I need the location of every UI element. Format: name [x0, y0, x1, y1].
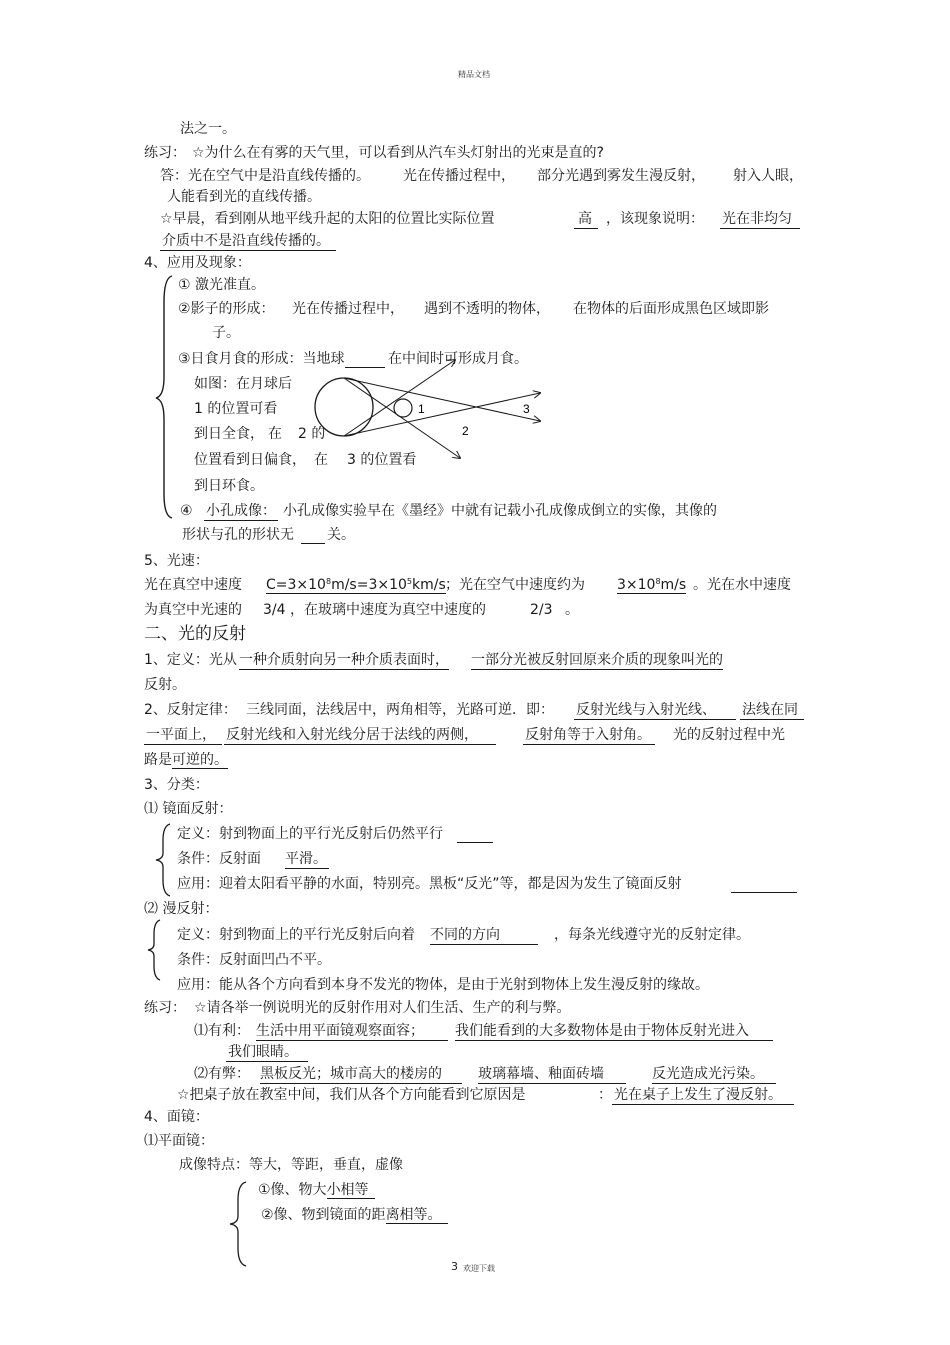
question-line: ，该现象说明：: [606, 211, 704, 227]
imaging-features: 成像特点：等大，等距，垂直，虚像: [179, 1157, 403, 1173]
figure-text: 1 的位置可看: [194, 401, 278, 417]
disadvantage-label: ⑵有弊：: [194, 1066, 250, 1082]
answer-line: 答：光在空气中是沿直线传播的。: [160, 168, 370, 184]
answer-blank: 介质中不是沿直线传播的。: [160, 232, 336, 251]
disadvantage-text: 玻璃幕墙、釉面砖墙: [478, 1065, 626, 1084]
law-line: 2、反射定律：: [144, 702, 237, 718]
definition-line: 反射。: [144, 677, 186, 693]
figure-text: 如图：在月球后: [194, 376, 292, 392]
answer-blank: 高: [574, 210, 598, 229]
mirror-condition-answer: 平滑。: [285, 851, 327, 867]
section-title: 二、光的反射: [144, 624, 246, 644]
label-1: 1: [418, 402, 425, 416]
law-line: 法线在同: [740, 701, 804, 720]
diffuse-definition: 定义：射到物面上的平行光反射后向着: [177, 927, 415, 943]
advantage-text: 生活中用平面镜观察面容；: [256, 1022, 448, 1041]
law-line: 反射光线和入射光线分居于法线的两侧，: [224, 726, 496, 745]
law-line: 路是可逆的。: [144, 752, 228, 768]
mirror-definition: 定义：射到物面上的平行光反射后仍然平行: [177, 826, 443, 842]
plane-mirror-heading: ⑴平面镜：: [144, 1133, 214, 1149]
diffuse-application: 应用：能从各个方向看到本身不发光的物体，是由于光射到物体上发生漫反射的缘故。: [177, 977, 709, 993]
answer-line: 人能看到光的直线传播。: [167, 189, 321, 205]
list-item: ① 激光准直。: [178, 277, 266, 293]
definition-line: 一部分光被反射回原来介质的现象叫光的: [471, 652, 723, 668]
figure-text: 在: [314, 452, 328, 468]
list-item: 关。: [327, 527, 355, 543]
feature-item: ②像、物到镜面的距离相等。: [261, 1206, 448, 1224]
figure-text: 2 的: [298, 426, 326, 442]
exercise-question: ☆请各举一例说明光的反射作用对人们生活、生产的利与弊。: [194, 1000, 571, 1016]
answer-line: 部分光遇到雾发生漫反射，: [537, 168, 705, 184]
desk-question: ☆把桌子放在教室中间，我们从各个方向能看到它原因是: [177, 1087, 526, 1103]
mirror-heading: 4、面镜：: [144, 1109, 209, 1125]
curly-brace: [154, 822, 174, 898]
speed-value: $3\times 10^8m/s$: [617, 577, 687, 593]
section-heading: 5、光速：: [144, 553, 209, 569]
speed-line: 。: [565, 602, 579, 618]
mirror-condition: 条件：反射面: [177, 851, 261, 867]
question-line: ☆早晨，看到刚从地平线升起的太阳的位置比实际位置: [160, 211, 495, 227]
advantage-text: 我们能看到的大多数物体是由于物体反射光进入: [455, 1022, 773, 1041]
figure-text: 在: [268, 426, 282, 442]
speed-line: 为真空中光速的: [144, 602, 242, 618]
list-item: 光在传播过程中，: [292, 301, 404, 317]
speed-value: 2/3: [530, 602, 553, 618]
blank-line: [301, 543, 325, 544]
law-line: 反射角等于入射角。: [523, 726, 655, 745]
desk-answer: 光在桌子上发生了漫反射。: [612, 1086, 794, 1105]
diffuse-reflection-heading: ⑵ 漫反射：: [144, 901, 219, 917]
eclipse-diagram: [300, 355, 560, 465]
disadvantage-text: 黑板反光；城市高大的楼房的: [260, 1065, 462, 1084]
speed-line: 光在真空中速度: [144, 577, 242, 593]
figure-text: 位置看到日偏食，: [194, 452, 306, 468]
figure-text: 3 的位置看: [347, 452, 417, 468]
answer-blank: 光在非均匀: [720, 210, 800, 229]
answer-line: 射入人眼，: [733, 168, 803, 184]
list-item: 子。: [212, 325, 240, 341]
advantage-label: ⑴有利：: [194, 1023, 250, 1039]
curly-brace: [228, 1180, 250, 1268]
blank-line: [457, 842, 493, 843]
figure-text: 到日环食。: [194, 478, 264, 494]
section-heading: 4、应用及现象：: [144, 255, 251, 271]
speed-line: ；光在空气中速度约为: [445, 577, 585, 593]
exercise-label: 练习：: [144, 1000, 186, 1016]
diffuse-condition: 条件：反射面凹凸不平。: [177, 952, 331, 968]
list-item: 在物体的后面形成黑色区域即影: [573, 301, 769, 317]
list-item: 形状与孔的形状无: [182, 527, 294, 543]
label-2: 2: [462, 424, 469, 438]
law-line: 一平面上，: [144, 726, 222, 745]
mirror-application: 应用：迎着太阳看平静的水面，特别亮。黑板“反光”等，都是因为发生了镜面反射: [177, 876, 682, 892]
page-number: 3: [451, 1260, 458, 1273]
disadvantage-text: 反光造成光污染。: [652, 1065, 776, 1084]
list-item: 小孔成像：: [206, 503, 276, 519]
law-line: 反射光线与入射光线、: [574, 701, 736, 720]
speed-value: $C=3\times 10^8m/s=3\times 10^5km/s$: [266, 577, 446, 593]
list-item: 小孔成像实验早在《墨经》中就有记载小孔成像成倒立的实像，其像的: [283, 503, 717, 519]
blank-line: [731, 892, 797, 893]
label-3: 3: [523, 402, 530, 416]
advantage-text: 我们眼睛。: [226, 1043, 308, 1062]
definition-line: 一种介质射向另一种介质表面时，: [239, 652, 449, 668]
sun-circle: [315, 378, 373, 436]
law-line: 光的反射过程中光: [673, 727, 785, 743]
diffuse-definition-answer: 不同的方向: [430, 926, 538, 945]
curly-brace: [146, 918, 164, 982]
page-footer: 欢迎下载: [463, 1264, 495, 1273]
list-item: 遇到不透明的物体，: [424, 301, 550, 317]
speed-value: 3/4: [263, 602, 286, 618]
classification-heading: 3、分类：: [144, 777, 209, 793]
exercise-question: ☆为什么在有雾的天气里，可以看到从汽车头灯射出的光束是直的?: [192, 145, 604, 161]
mirror-reflection-heading: ⑴ 镜面反射：: [144, 801, 233, 817]
exercise-label: 练习：: [144, 145, 186, 161]
list-item: ③日食月食的形成：当地球: [178, 351, 345, 367]
diffuse-definition: ，每条光线遵守光的反射定律。: [554, 927, 750, 943]
page-header: 精品文档: [458, 70, 490, 79]
figure-text: 到日全食，: [194, 426, 264, 442]
desk-question: ：: [598, 1087, 612, 1103]
list-item: ④: [180, 503, 193, 519]
curly-brace: [154, 272, 176, 522]
paragraph-continuation: 法之一。: [180, 121, 236, 137]
list-item: 在中间时可形成月食。: [388, 351, 528, 367]
law-line: 三线同面，法线居中，两角相等，光路可逆．即：: [246, 702, 554, 718]
answer-line: 光在传播过程中，: [403, 168, 515, 184]
list-item: ②影子的形成：: [178, 301, 275, 317]
speed-line: ，在玻璃中速度为真空中速度的: [290, 602, 486, 618]
speed-line: 。光在水中速度: [693, 577, 791, 593]
feature-item: ①像、物大小相等: [258, 1181, 375, 1199]
definition-line: 1、定义：光从: [144, 652, 237, 668]
